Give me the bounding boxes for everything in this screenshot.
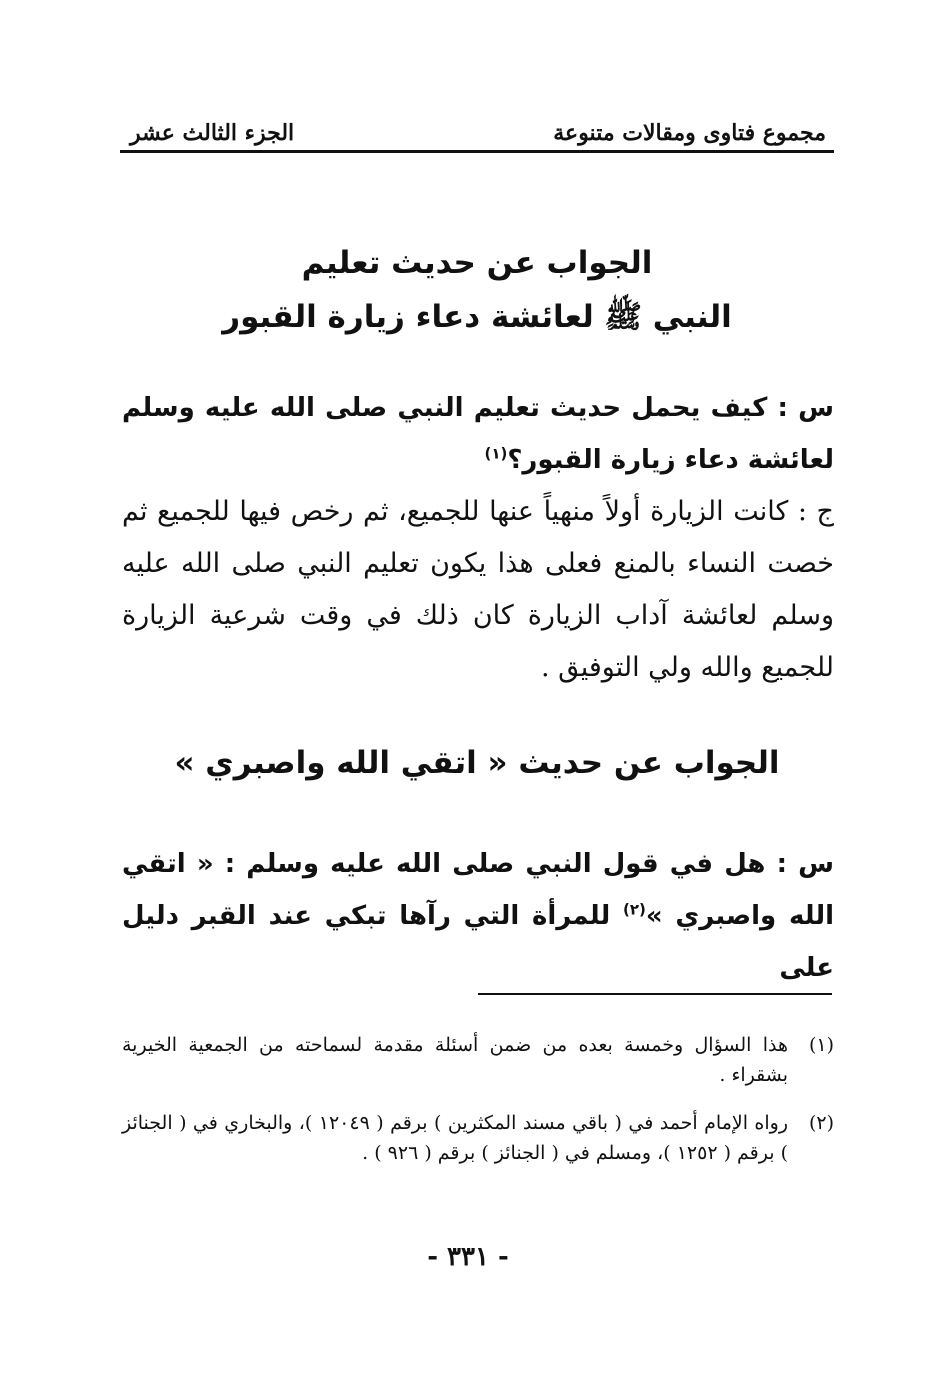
section1-question-text: س : كيف يحمل حديث تعليم النبي صلى الله عليه وسلم لعائشة دعاء زيارة القبور؟: [122, 393, 834, 475]
section2-question-part2: للمرأة التي رآها تبكي عند القبر دليل على: [122, 901, 834, 983]
footnote-text: رواه الإمام أحمد في ( باقي مسند المكثرين ) برقم ( ١٢٠٤٩ )، والبخاري في ( الجنائز ) برقم ( ١٢٥٢ )، ومسلم في ( الجنائز ) برقم ( ٩٢٦ ) .: [122, 1112, 789, 1164]
section2-question: [122, 838, 834, 994]
section1-answer: ج : كانت الزيارة أولاً منهياً عنها للجميع، ثم رخص فيها للجميع ثم خصت النساء بالمنع فعلى هذا يكون تعليم النبي صلى الله عليه وسلم لعائشة آداب الزيارة كان ذلك في وقت شرعية الزيارة للجميع والله ولي التوفيق .: [122, 496, 834, 683]
footnote-number: (١): [808, 1034, 834, 1056]
footnote-text: هذا السؤال وخمسة بعده من ضمن أسئلة مقدمة لسماحته من الجمعية الخيرية بشقراء .: [122, 1034, 788, 1086]
running-header-book-title: مجموع فتاوى ومقالات متنوعة: [553, 120, 826, 146]
footnote-number: (٢): [808, 1112, 834, 1134]
section2-title: الجواب عن حديث « اتقي الله واصبري »: [174, 745, 780, 781]
header-divider: [120, 150, 834, 153]
section1-title-line2: النبي ﷺ لعائشة دعاء زيارة القبور: [222, 299, 732, 335]
footnote-ref-2: (٢): [622, 900, 646, 919]
page-number: - ٣٣١ -: [427, 1242, 509, 1272]
footnote-2: [122, 1108, 834, 1168]
footnote-divider: [478, 993, 832, 995]
section1-title: [120, 236, 834, 344]
section2-question-part1: س : هل في قول النبي صلى الله عليه وسلم : « اتقي الله واصبري »: [122, 849, 834, 931]
footnote-1: [122, 1030, 834, 1090]
running-header-volume: الجزء الثالث عشر: [130, 120, 295, 146]
footnote-ref-1: (١): [484, 444, 508, 463]
section1-question: [122, 382, 834, 486]
section1-title-line1: الجواب عن حديث تعليم: [301, 245, 653, 281]
